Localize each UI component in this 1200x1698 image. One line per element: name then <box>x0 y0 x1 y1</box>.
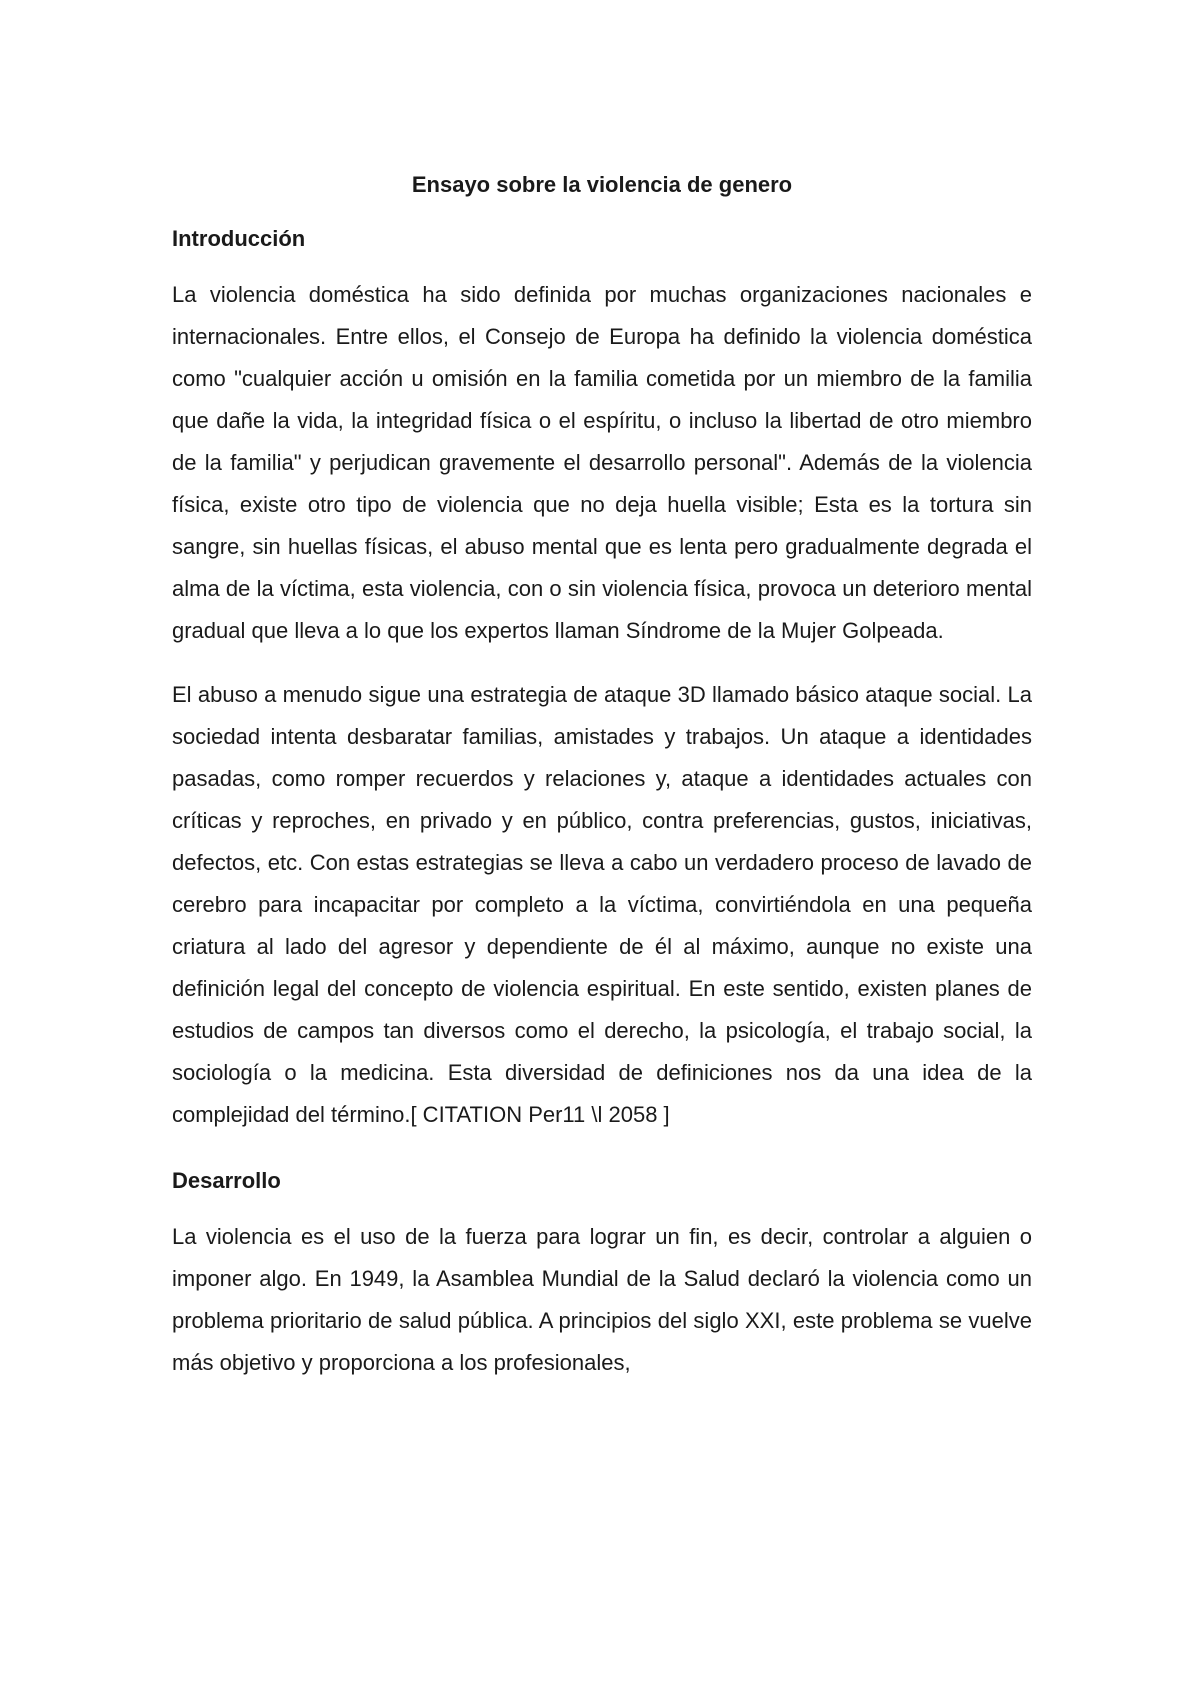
section-heading-introduccion: Introducción <box>172 226 306 251</box>
document-body <box>172 170 1032 1406</box>
document-title: Ensayo sobre la violencia de genero <box>411 172 793 197</box>
intro-paragraph-2: El abuso a menudo sigue una estrategia de ataque 3D llamado básico ataque social. La sociedad intenta desbaratar familias, amistades y trabajos. Un ataque a identidades pasadas, como romper recuerdos y relaciones y, ataque a identidades actuales con críticas y reproches, en privado y en público, contra preferencias, gustos, iniciativas, defectos, etc. Con estas estrategias se lleva a cabo un verdadero proceso de lavado de cerebro para incapacitar por completo a la víctima, convirtiéndola en una pequeña criatura al lado del agresor y dependiente de él al máximo, aunque no existe una definición legal del concepto de violencia espiritual. En este sentido, existen planes de estudios de campos tan diversos como el derecho, la psicología, el trabajo social, la sociología o la medicina. Esta diversidad de definiciones nos da una idea de la complejidad del término.[ CITATION Per11 \l 2058 ] <box>172 682 1032 1127</box>
intro-paragraph-1: La violencia doméstica ha sido definida por muchas organizaciones nacionales e internacionales. Entre ellos, el Consejo de Europa ha definido la violencia doméstica como "cualquier acción u omisión en la familia cometida por un miembro de la familia que dañe la vida, la integridad física o el espíritu, o incluso la libertad de otro miembro de la familia" y perjudican gravemente el desarrollo personal". Además de la violencia física, existe otro tipo de violencia que no deja huella visible; Esta es la tortura sin sangre, sin huellas físicas, el abuso mental que es lenta pero gradualmente degrada el alma de la víctima, esta violencia, con o sin violencia física, provoca un deterioro mental gradual que lleva a lo que los expertos llaman Síndrome de la Mujer Golpeada. <box>172 282 1032 643</box>
desarrollo-paragraph-1: La violencia es el uso de la fuerza para lograr un fin, es decir, controlar a alguien o imponer algo. En 1949, la Asamblea Mundial de la Salud declaró la violencia como un problema prioritario de salud pública. A principios del siglo XXI, este problema se vuelve más objetivo y proporciona a los profesionales, <box>172 1224 1032 1375</box>
section-heading-desarrollo: Desarrollo <box>172 1168 281 1193</box>
